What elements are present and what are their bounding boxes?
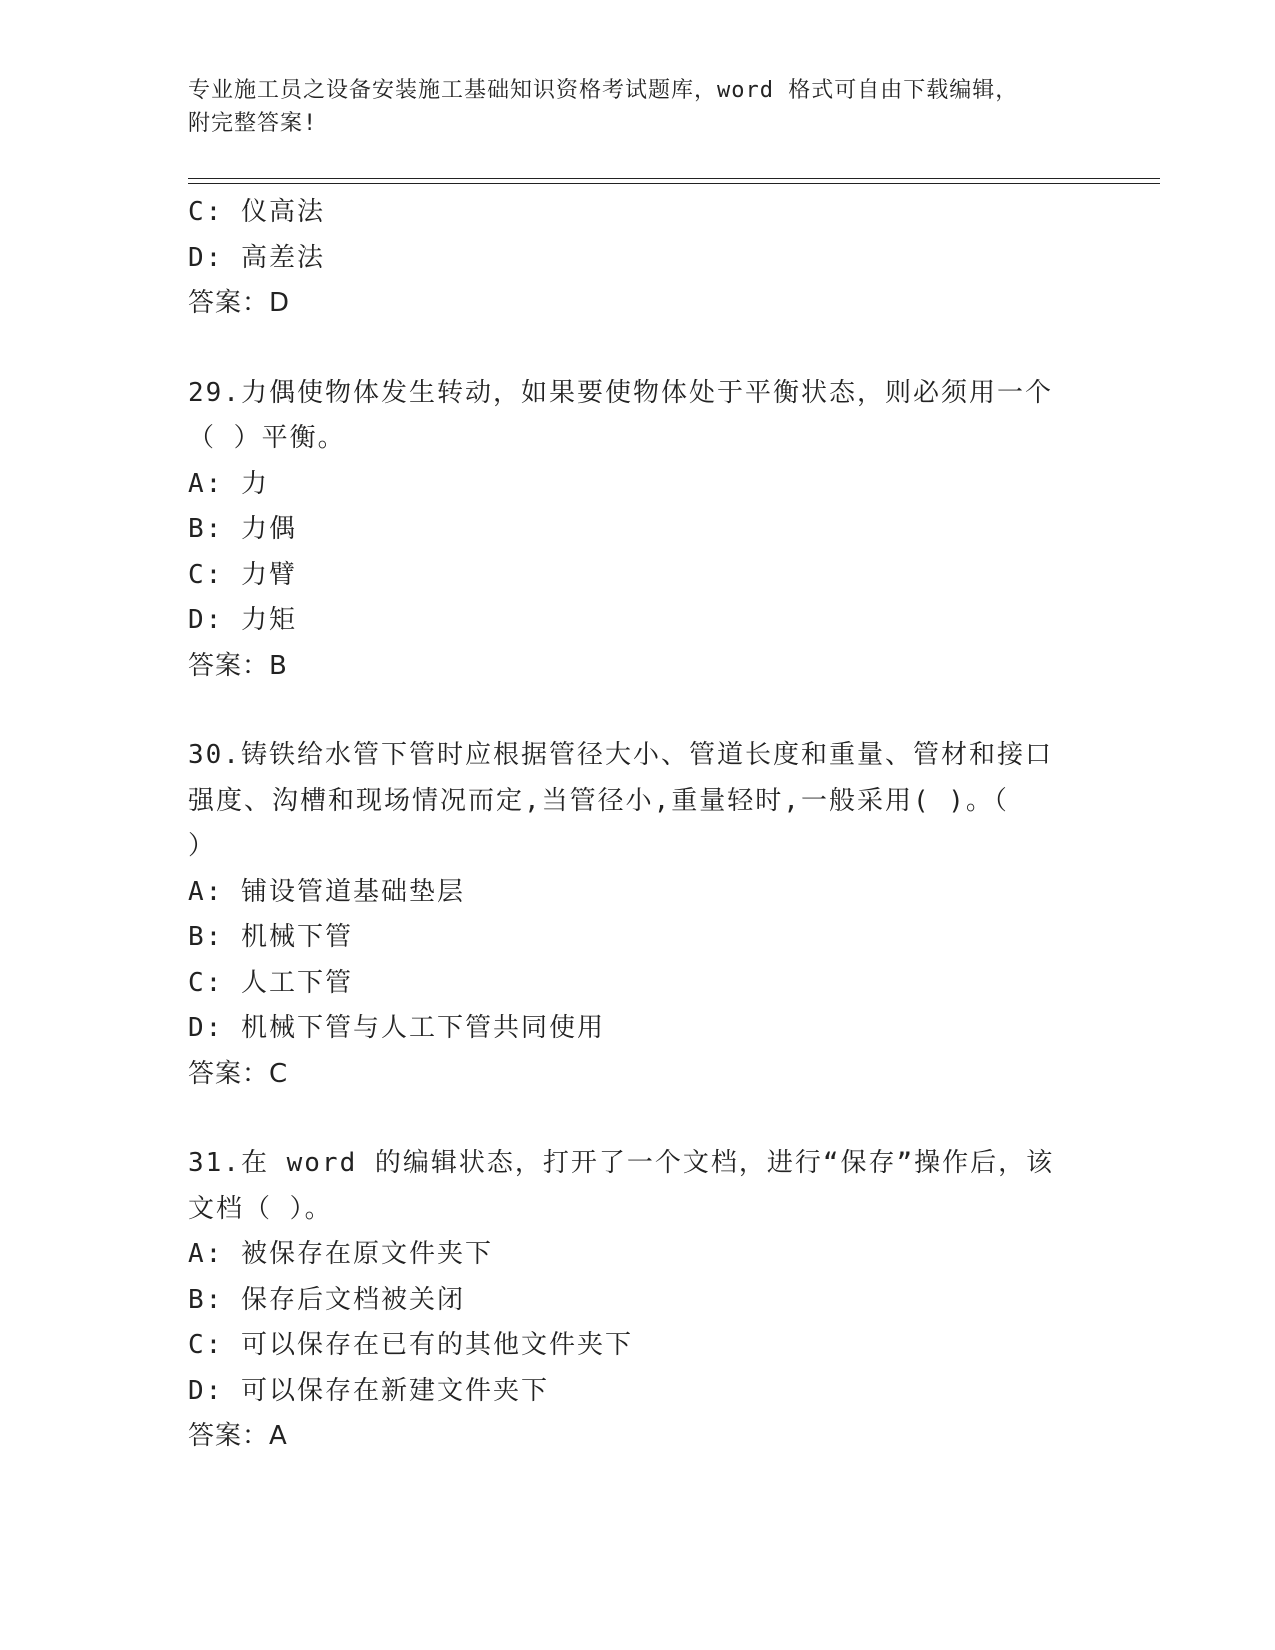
option-d: D: 可以保存在新建文件夹下 [188,1375,549,1406]
header-divider-top [188,178,1160,179]
question-stem-line: 强度、沟槽和现场情况而定,当管径小,重量轻时,一般采用( )。（ [188,785,1009,816]
option-b: B: 力偶 [188,514,297,544]
option-c: C: 仪高法 [188,197,325,227]
answer-line: 答案：D [188,288,291,318]
option-b: B: 保存后文档被关闭 [188,1284,465,1315]
option-a: A: 力 [188,468,269,499]
question-stem-line: （ ）平衡。 [188,423,346,453]
option-d: D: 机械下管与人工下管共同使用 [188,1013,605,1043]
spacer [188,327,1088,371]
header-line-2: 附完整答案! [188,111,318,136]
option-c: C: 人工下管 [188,967,353,998]
question-stem-line: 31.在 word 的编辑状态，打开了一个文档，进行“保存”操作后，该 [188,1148,1055,1178]
answer-line: 答案：C [188,1058,289,1089]
spacer [188,1097,1088,1141]
previous-question-tail [188,190,1088,327]
option-d: D: 力矩 [188,605,297,635]
spacer [188,689,1088,733]
answer-line: 答案：B [188,650,288,681]
option-a: A: 被保存在原文件夹下 [188,1239,493,1269]
question-stem-line: 30.铸铁给水管下管时应根据管径大小、管道长度和重量、管材和接口 [188,740,1053,770]
option-d: D: 高差法 [188,242,325,273]
option-c: C: 可以保存在已有的其他文件夹下 [188,1330,633,1360]
question-stem-line: 文档（ ）。 [188,1193,333,1224]
question-31 [188,1141,1088,1460]
option-a: A: 铺设管道基础垫层 [188,876,465,907]
question-30 [188,733,1088,1097]
option-c: C: 力臂 [188,559,297,590]
question-29 [188,371,1088,690]
question-list [188,190,1088,1460]
header-line-1: 专业施工员之设备安装施工基础知识资格考试题库，word 格式可自由下载编辑， [188,78,1019,103]
answer-line: 答案：A [188,1421,288,1451]
header-divider-bottom [188,183,1160,184]
question-stem-line: ） [188,831,217,861]
page-header [188,74,1068,140]
option-b: B: 机械下管 [188,922,353,952]
question-stem-line: 29.力偶使物体发生转动，如果要使物体处于平衡状态，则必须用一个 [188,377,1053,408]
